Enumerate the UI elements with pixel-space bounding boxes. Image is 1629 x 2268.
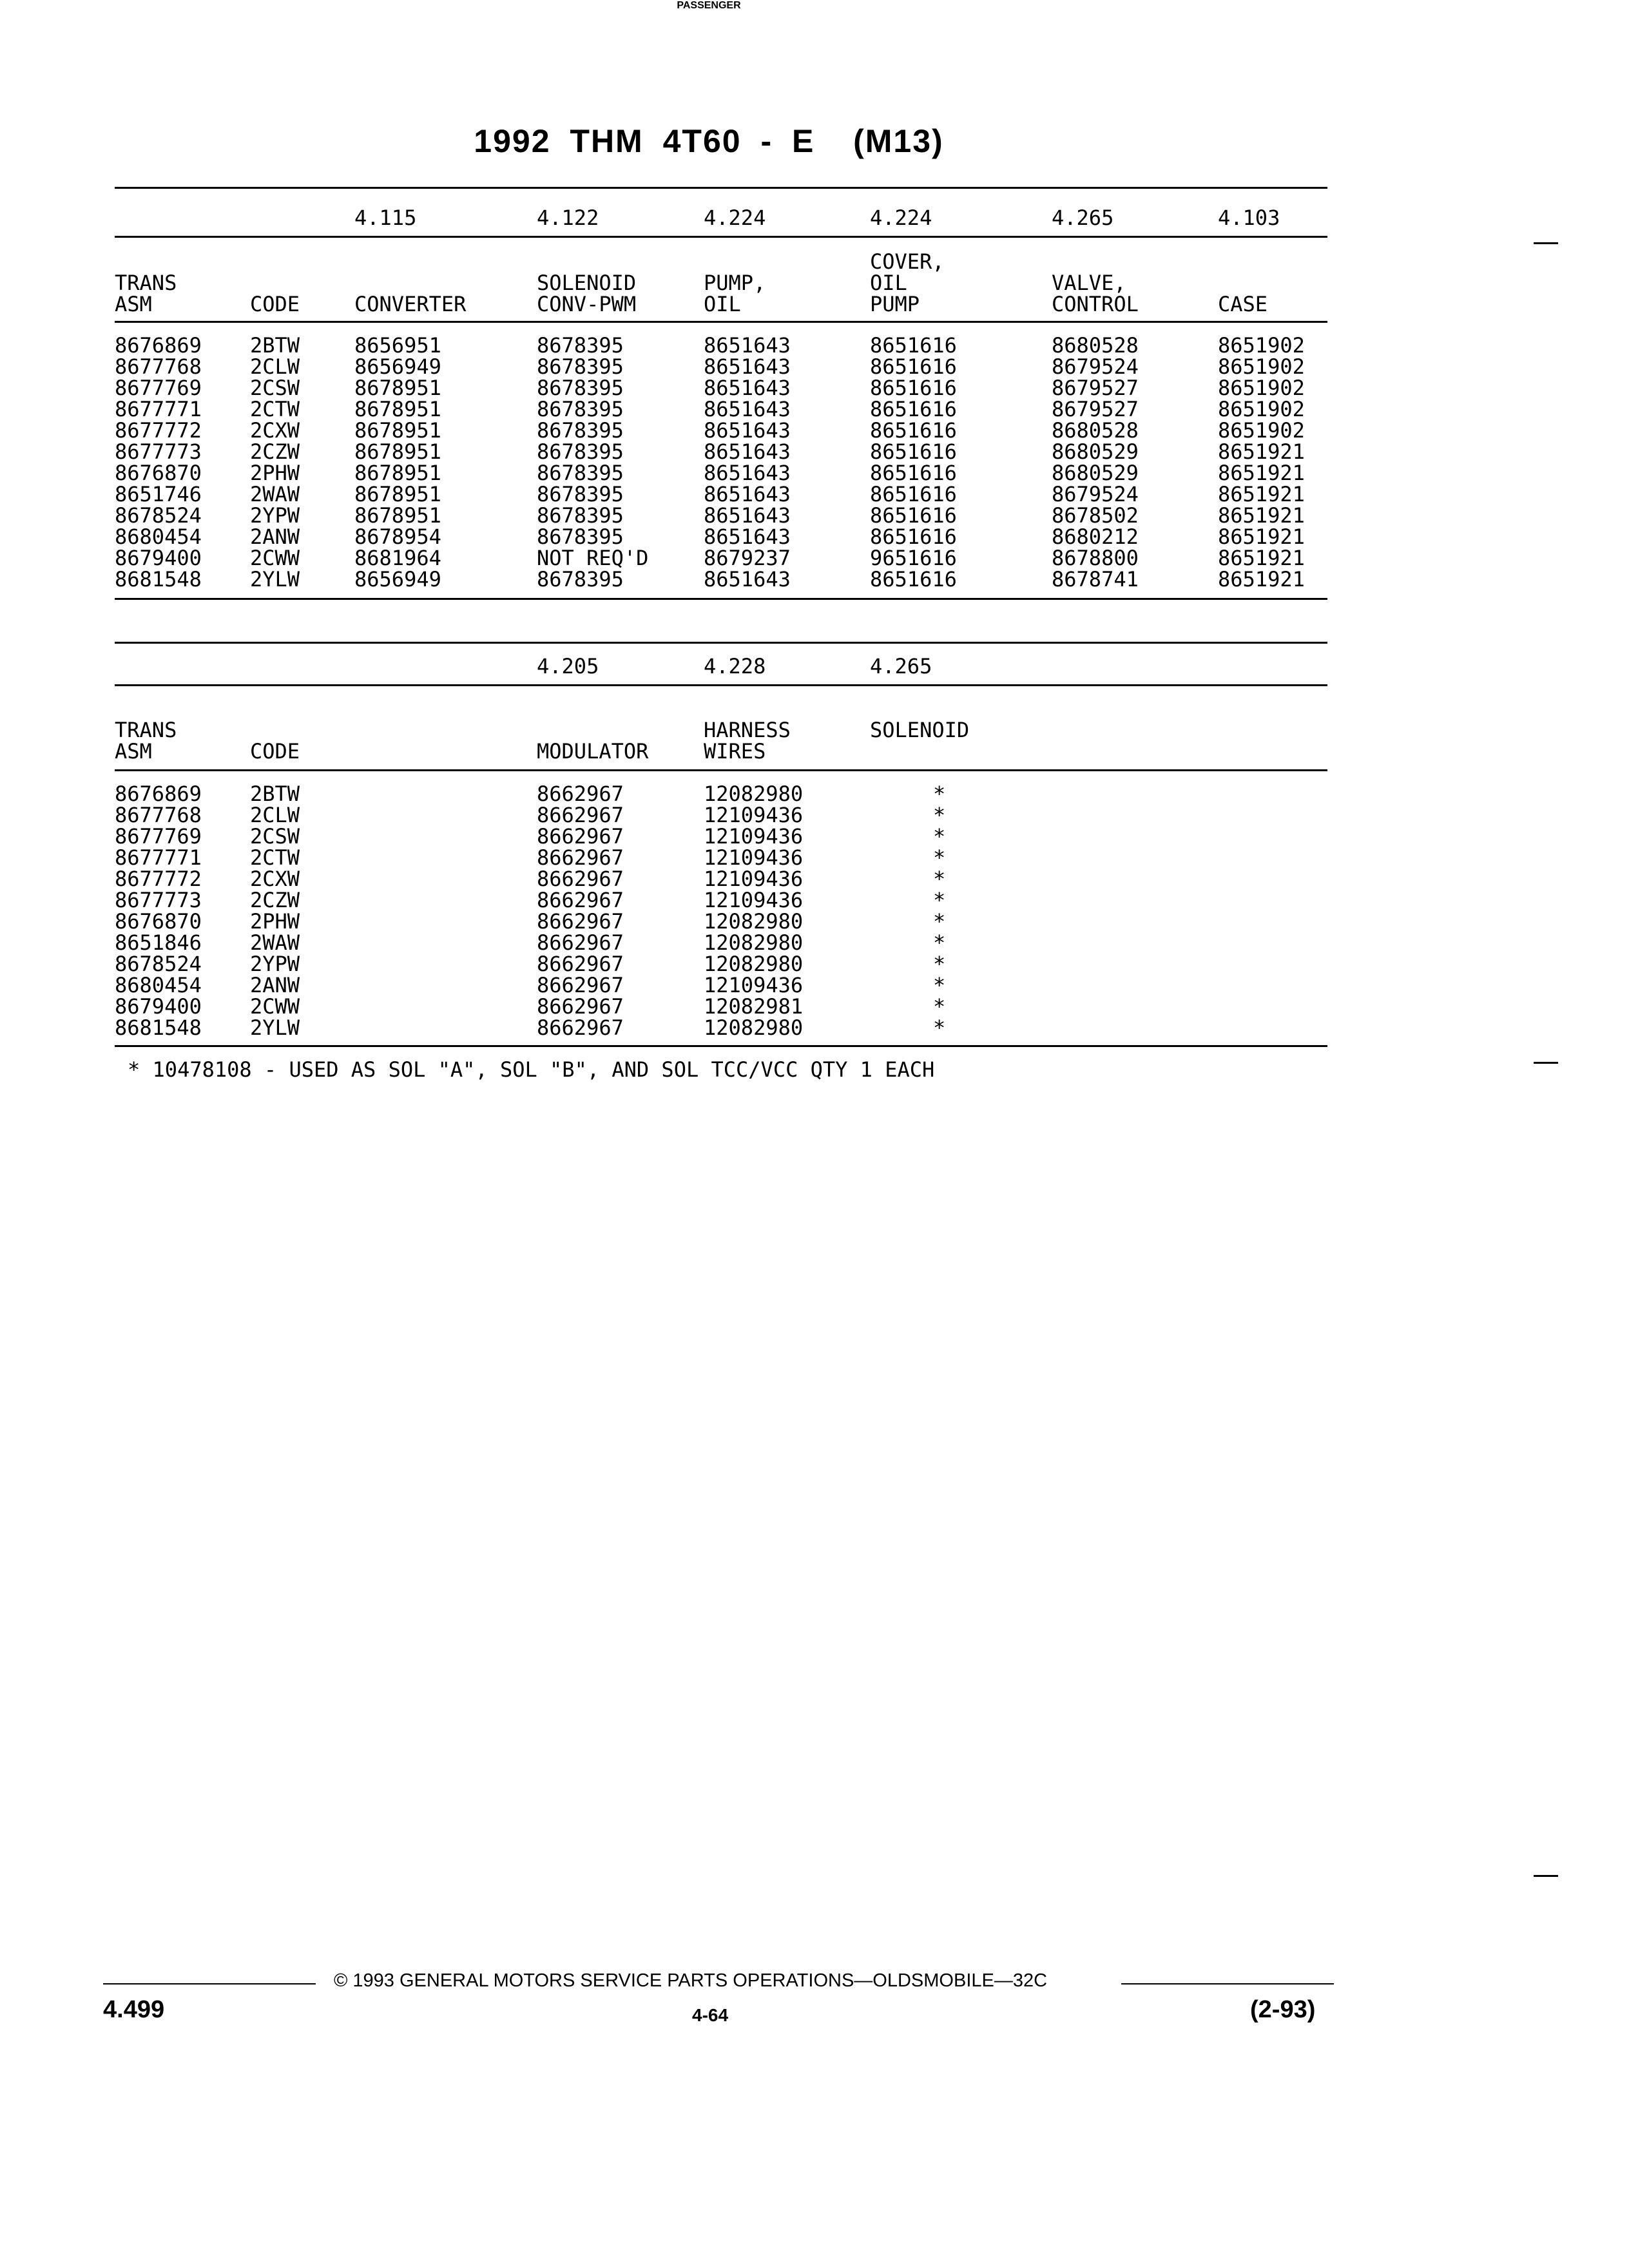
table-cell: 8678741 (1052, 567, 1139, 591)
table-cell: 2YLW (250, 1015, 300, 1040)
table1-top-rule (115, 187, 1327, 189)
table-cell: 12109436 (704, 824, 804, 849)
table-cell: 8651902 (1218, 354, 1305, 379)
table-cell: 8679237 (704, 546, 791, 570)
table-cell: * (933, 973, 946, 997)
table-cell: 2CZW (250, 439, 300, 464)
table-cell: 8678395 (537, 567, 624, 591)
table-cell: 8651616 (870, 461, 957, 485)
table-cell: 8677771 (115, 397, 202, 421)
table-cell: 8678951 (354, 397, 441, 421)
table-cell: 12109436 (704, 888, 804, 912)
table-cell: 8678395 (537, 354, 624, 379)
table-cell: * (933, 803, 946, 827)
column-header: CASE (1218, 292, 1268, 316)
table-cell: 8680529 (1052, 461, 1139, 485)
table-cell: 8677773 (115, 888, 202, 912)
table-cell: 8678395 (537, 439, 624, 464)
section-ref: 4.103 (1218, 206, 1280, 230)
column-header: SOLENOID (537, 271, 637, 295)
table-cell: 8651616 (870, 333, 957, 358)
table-cell: 8662967 (537, 867, 624, 891)
table-cell: 12082980 (704, 909, 804, 934)
table-cell: 2CWW (250, 546, 300, 570)
table-cell: * (933, 952, 946, 976)
column-header: HARNESS (704, 718, 791, 742)
table-cell: 12109436 (704, 973, 804, 997)
table-cell: 8677772 (115, 867, 202, 891)
margin-tick (1534, 1062, 1558, 1064)
column-header: CONTROL (1052, 292, 1139, 316)
table-cell: 8680212 (1052, 524, 1139, 549)
column-header: ASM (115, 739, 152, 764)
table-cell: 8678951 (354, 439, 441, 464)
table-cell: 8651616 (870, 482, 957, 506)
table2-header-rule (115, 769, 1327, 771)
table-cell: 8678524 (115, 952, 202, 976)
table-cell: 8662967 (537, 994, 624, 1019)
table-cell: 8679527 (1052, 397, 1139, 421)
table-cell: 2ANW (250, 973, 300, 997)
table-cell: 8678951 (354, 461, 441, 485)
table-cell: 8680528 (1052, 418, 1139, 443)
table-cell: 8678951 (354, 503, 441, 528)
table-cell: 8662967 (537, 1015, 624, 1040)
table-cell: 12109436 (704, 867, 804, 891)
table-cell: 8651616 (870, 376, 957, 400)
table-cell: * (933, 994, 946, 1019)
section-ref: 4.265 (870, 654, 932, 678)
table-cell: 8651902 (1218, 376, 1305, 400)
table2-top-rule (115, 642, 1327, 644)
table-cell: 8677773 (115, 439, 202, 464)
table-cell: 8678395 (537, 503, 624, 528)
table-cell: 8651921 (1218, 439, 1305, 464)
table-cell: 8679400 (115, 546, 202, 570)
table-cell: 8677771 (115, 845, 202, 870)
table-cell: 12082980 (704, 930, 804, 955)
table1-bottom-rule (115, 598, 1327, 600)
table-cell: 8651643 (704, 439, 791, 464)
section-ref: 4.122 (537, 206, 599, 230)
table-cell: 2CXW (250, 867, 300, 891)
table-cell: * (933, 909, 946, 934)
table-cell: 8679527 (1052, 376, 1139, 400)
table2-bottom-rule (115, 1045, 1327, 1047)
section-ref: 4.265 (1052, 206, 1114, 230)
table-cell: 8680454 (115, 524, 202, 549)
table-cell: 8651616 (870, 567, 957, 591)
table-cell: 2WAW (250, 930, 300, 955)
column-header: TRANS (115, 718, 177, 742)
table-cell: 8679400 (115, 994, 202, 1019)
table-cell: 8681964 (354, 546, 441, 570)
column-header: COVER, (870, 249, 945, 274)
table-cell: 12082980 (704, 1015, 804, 1040)
table-cell: 8651846 (115, 930, 202, 955)
table-cell: 8656949 (354, 354, 441, 379)
margin-tick (1534, 1875, 1558, 1877)
table-cell: 8651643 (704, 397, 791, 421)
table-cell: NOT REQ'D (537, 546, 649, 570)
table-cell: 8677768 (115, 354, 202, 379)
column-header: CODE (250, 739, 300, 764)
table-cell: * (933, 845, 946, 870)
table-cell: 2WAW (250, 482, 300, 506)
table-cell: 8651921 (1218, 567, 1305, 591)
table-cell: 12109436 (704, 845, 804, 870)
table-cell: 12109436 (704, 803, 804, 827)
table-cell: 8678951 (354, 376, 441, 400)
table-cell: 8651616 (870, 503, 957, 528)
table-cell: 2YPW (250, 952, 300, 976)
table-cell: 8651616 (870, 418, 957, 443)
table-cell: * (933, 824, 946, 849)
table-cell: 8678951 (354, 418, 441, 443)
column-header: WIRES (704, 739, 766, 764)
table-cell: 9651616 (870, 546, 957, 570)
table-cell: 8662967 (537, 952, 624, 976)
table-cell: 8651643 (704, 567, 791, 591)
column-header: CODE (250, 292, 300, 316)
table-cell: 2CLW (250, 354, 300, 379)
table1-refs-rule (115, 236, 1327, 238)
page-title: PASSENGER (677, 0, 741, 11)
column-header: PUMP, (704, 271, 766, 295)
table-cell: 8651643 (704, 354, 791, 379)
table2-refs-rule (115, 684, 1327, 686)
table-cell: 8678524 (115, 503, 202, 528)
table-cell: 8678395 (537, 461, 624, 485)
column-header: OIL (870, 271, 907, 295)
footer-revision: (2-93) (1250, 1996, 1316, 2023)
page-subtitle: 1992 THM 4T60 - E (M13) (474, 123, 944, 159)
margin-tick (1534, 242, 1558, 244)
column-header: PUMP (870, 292, 920, 316)
table-cell: 8651902 (1218, 418, 1305, 443)
section-ref: 4.115 (354, 206, 417, 230)
table-cell: * (933, 888, 946, 912)
table-cell: 2YLW (250, 567, 300, 591)
table-cell: 2YPW (250, 503, 300, 528)
table-cell: * (933, 930, 946, 955)
table-cell: 8651643 (704, 503, 791, 528)
table-cell: 8651746 (115, 482, 202, 506)
section-ref: 4.228 (704, 654, 766, 678)
table-cell: 8678954 (354, 524, 441, 549)
table-cell: 8680528 (1052, 333, 1139, 358)
table-cell: 8651616 (870, 354, 957, 379)
table-cell: 8656949 (354, 567, 441, 591)
table-cell: 2BTW (250, 782, 300, 806)
table-cell: 8679524 (1052, 354, 1139, 379)
column-header: VALVE, (1052, 271, 1126, 295)
table-cell: 2PHW (250, 909, 300, 934)
table-cell: * (933, 867, 946, 891)
table-cell: 8677772 (115, 418, 202, 443)
table-cell: 8651643 (704, 376, 791, 400)
column-header: TRANS (115, 271, 177, 295)
table-cell: 8678395 (537, 524, 624, 549)
table-cell: 8651643 (704, 461, 791, 485)
table-cell: 12082981 (704, 994, 804, 1019)
table-cell: 8662967 (537, 930, 624, 955)
table-cell: 2CXW (250, 418, 300, 443)
footer-copyright: © 1993 GENERAL MOTORS SERVICE PARTS OPERATIONS—OLDSMOBILE—32C (334, 1970, 1048, 1991)
table-cell: 8651616 (870, 524, 957, 549)
table-cell: 8681548 (115, 567, 202, 591)
column-header: MODULATOR (537, 739, 649, 764)
table-cell: 8678395 (537, 376, 624, 400)
table-cell: 8651921 (1218, 546, 1305, 570)
table-cell: * (933, 782, 946, 806)
table-cell: 8676870 (115, 909, 202, 934)
column-header: ASM (115, 292, 152, 316)
table-cell: 8678395 (537, 333, 624, 358)
table-cell: 8680529 (1052, 439, 1139, 464)
table-cell: 8651921 (1218, 482, 1305, 506)
table-cell: 8676870 (115, 461, 202, 485)
table-cell: 8677769 (115, 376, 202, 400)
table-cell: 8651616 (870, 397, 957, 421)
footer-page-number: 4-64 (692, 2005, 729, 2025)
table-cell: 2CLW (250, 803, 300, 827)
table-cell: 8662967 (537, 973, 624, 997)
table-cell: 2CZW (250, 888, 300, 912)
table-cell: 8678502 (1052, 503, 1139, 528)
table-cell: 8677768 (115, 803, 202, 827)
section-ref: 4.224 (704, 206, 766, 230)
table-cell: 8662967 (537, 909, 624, 934)
table-cell: 8651643 (704, 524, 791, 549)
table-cell: 12082980 (704, 782, 804, 806)
table-cell: 8662967 (537, 888, 624, 912)
table-cell: 8662967 (537, 824, 624, 849)
section-ref: 4.205 (537, 654, 599, 678)
table-cell: 8651643 (704, 333, 791, 358)
column-header: CONV-PWM (537, 292, 637, 316)
table-cell: 8678951 (354, 482, 441, 506)
table-cell: 2PHW (250, 461, 300, 485)
table-cell: 8678395 (537, 418, 624, 443)
column-header: SOLENOID (870, 718, 970, 742)
table-cell: 8651921 (1218, 524, 1305, 549)
column-header: CONVERTER (354, 292, 467, 316)
column-header: OIL (704, 292, 741, 316)
table-cell: 2CTW (250, 397, 300, 421)
table-cell: 8676869 (115, 333, 202, 358)
table-cell: 8651643 (704, 482, 791, 506)
table-cell: 8678395 (537, 482, 624, 506)
table-cell: 8662967 (537, 782, 624, 806)
table-cell: 2CSW (250, 376, 300, 400)
section-ref: 4.224 (870, 206, 932, 230)
footer-rule-right (1121, 1983, 1334, 1984)
table-cell: 8676869 (115, 782, 202, 806)
table-cell: 8662967 (537, 803, 624, 827)
footer-section-number: 4.499 (103, 1996, 165, 2023)
table-cell: 8678395 (537, 397, 624, 421)
table-cell: 12082980 (704, 952, 804, 976)
table-cell: 8651616 (870, 439, 957, 464)
table-cell: 8651902 (1218, 333, 1305, 358)
table-cell: 8662967 (537, 845, 624, 870)
table-cell: 8680454 (115, 973, 202, 997)
table-cell: 2CSW (250, 824, 300, 849)
table-cell: 8679524 (1052, 482, 1139, 506)
table1-header-rule (115, 321, 1327, 323)
table-cell: 8681548 (115, 1015, 202, 1040)
table-cell: 2CTW (250, 845, 300, 870)
footer-rule-left (103, 1983, 316, 1984)
table-cell: 8651921 (1218, 503, 1305, 528)
table-cell: 2CWW (250, 994, 300, 1019)
table-cell: 8651643 (704, 418, 791, 443)
table-cell: * (933, 1015, 946, 1040)
table-cell: 8678800 (1052, 546, 1139, 570)
table-cell: 8651902 (1218, 397, 1305, 421)
footnote: * 10478108 - USED AS SOL "A", SOL "B", AND SOL TCC/VCC QTY 1 EACH (128, 1057, 935, 1082)
table-cell: 8656951 (354, 333, 441, 358)
table-cell: 8677769 (115, 824, 202, 849)
table-cell: 2BTW (250, 333, 300, 358)
table-cell: 8651921 (1218, 461, 1305, 485)
table-cell: 2ANW (250, 524, 300, 549)
